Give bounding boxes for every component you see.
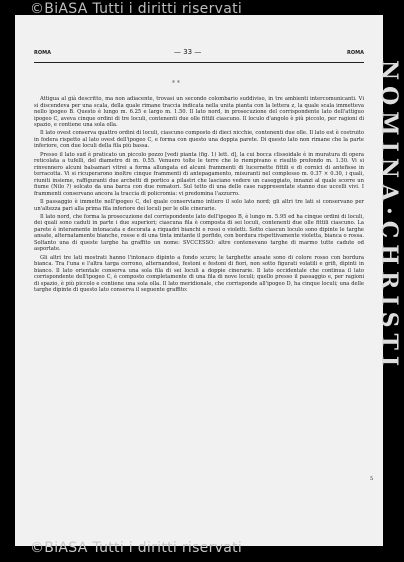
- section-ornament: * *: [172, 80, 180, 87]
- paragraph: Il passaggio è immette nell'ipogeo C, del quale conserviamo intiero il solo lato nord; gli altri tre lati si conservano per un'altezza pari alla prima fila inferiore dei loculi per le olle cinerarie.: [34, 198, 364, 212]
- paragraph: Attigua al già descritto, ma non adiacente, trovasi un secondo colombario suddiviso, in tre ambienti intercomunicanti. Vi si discendeva per una scala, della quale rimane traccia indicata nella unita pianta con la lettera z, la quale scala immetteva nello ipogeo B. Questo è lungo m. 6.25 e largo m. 1.50. Il lato nord, in prosecuzione del corrispondente lato dell'attiguo ipogeo C, aveva cinque ordini di tre loculi, contenenti due olle fittili ciascuno. Il loculo d'angolo è più piccolo, per ragioni di spazio, e contiene una sola olla.: [34, 96, 364, 129]
- watermark-side: NOMINA·CHRISTI: [376, 60, 402, 373]
- running-header: [34, 48, 364, 60]
- paragraph: Il lato nord, che forma la prosecuzione del corrispondente lato dell'ipogeo B, è lungo m. 5.95 ed ha cinque ordini di loculi, dei quali sono caduti in parte i due superiori; ciascuna fila è composta di sei loculi, contenenti due olle fittili ciascuno. La parete è interamente intonacata e decorata a riquadri bianchi e rossi o violetti. Sotto ciascun loculo sono dipinte le targhe ansate, alternatamente bianche, rosse e di una tinta imitante il porfido, con bordura rispettivamente violetta, bianca o rossa. Soltanto una di queste targhe ha graffito un nome: SVCCESSO: altre contenevano targhe di marmo tutte cadute od asportate.: [34, 213, 364, 253]
- paragraph: Presso il lato sud è praticato un piccolo pozzo [vedi pianta (fig. 1) lett. d], la cui bocca clissoidale è in muratura di opera reticolata a tufelli, del diametro di m. 0.55. Venuero tolte le terre che lo riempivano e risultò profondo m. 1.30. Vi si rinvennero alcuni balsamari vitrei a forma allungata ed alcuni frammenti di lucernette fittili e di cornici di antefisse in terracotta. Vi si ricuperarono inoltre cinque frammenti di antepagamento, misuranti nel complesso m. 0.37 × 0.30, i quali, riuniti insieme, raffiguranti due arcbetti di portico a pilastri che lasciano vedere un caseggiato, innanzi al quale scorre un fiume (Nilo ?) solcato da una barca con due rematori. Sul tetto di una delle case rappresentate stanno due uccelli vivi. I frammenti conservano ancora la traccia di policromia: vi predomina l'azzurro.: [34, 151, 364, 197]
- paragraph: Gli altri tre lati mostrati hanno l'intonaco dipinto a fondo scuro; le targhette ansate sono di colore rosso con bordura bianca. Tra l'una e l'altra targa corrono, alternandosi, festoni e festoni di fiori, non sotto figurati volatili e grifi, dipinti in bianco. Il lato orientale conserva una sola fila di sei loculi a doppie cinerarie. Il lato occidentale che continua il lato corrispondente dell'ipogeo C, è composto completamente di una fila di nove loculi; quello presso il passaggio e, per ragioni di spazio, è più piccolo e contiene una sola olla. Il lato meridionale, che corrisponde all'ipogeo D, ha cinque loculi; una delle targhe dipinte di questo lato conserva il seguente graffito:: [34, 254, 364, 294]
- watermark-bottom: ©BiASA Tutti i diritti riservati: [30, 540, 243, 556]
- footnote-marker: 5: [370, 476, 374, 482]
- paragraph: Il lato ovest conserva quattro ordini di loculi, ciascuno composto di dieci nicchie, contenenti due olle. Il lato est è costruito in fodera rispetto al lato ovest dell'ipogeo C, e forma con questo una doppia parete. Di questo lato non rimane che la parte inferiore, con due loculi della fila più bassa.: [34, 130, 364, 150]
- watermark-top: ©BiASA Tutti i diritti riservati: [30, 1, 243, 17]
- header-left: ROMA: [34, 50, 51, 56]
- header-right: ROMA: [347, 50, 364, 56]
- body-text: [34, 96, 364, 295]
- page-number: — 33 —: [174, 48, 202, 56]
- header-rule: [34, 62, 364, 63]
